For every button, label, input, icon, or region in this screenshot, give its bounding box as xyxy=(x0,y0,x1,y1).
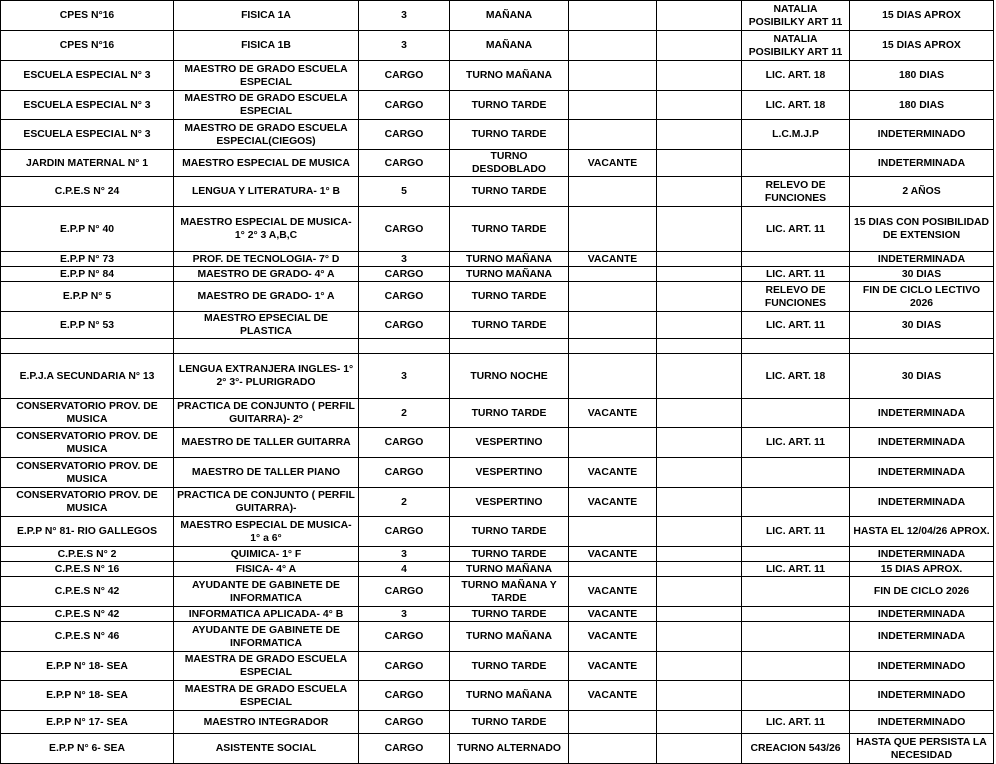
status-cell xyxy=(569,711,657,734)
hours-cell: CARGO xyxy=(359,681,450,711)
hours-cell: 3 xyxy=(359,547,450,562)
reason-cell xyxy=(742,339,850,354)
extra-cell xyxy=(657,399,742,428)
reason-cell: L.C.M.J.P xyxy=(742,120,850,150)
table-row xyxy=(1,488,994,517)
reason-cell: CREACION 543/26 xyxy=(742,734,850,764)
position-cell: FISICA- 4° A xyxy=(174,562,359,577)
duration-cell: 30 DIAS xyxy=(850,354,994,399)
shift-cell: VESPERTINO xyxy=(450,428,569,458)
school-cell: E.P.P N° 81- RIO GALLEGOS xyxy=(1,517,174,547)
position-cell: MAESTRO DE GRADO ESCUELA ESPECIAL(CIEGOS) xyxy=(174,120,359,150)
position-cell xyxy=(174,339,359,354)
shift-cell: MAÑANA xyxy=(450,1,569,31)
extra-cell xyxy=(657,652,742,681)
extra-cell xyxy=(657,61,742,91)
reason-cell: NATALIA POSIBILKY ART 11 xyxy=(742,31,850,61)
hours-cell: CARGO xyxy=(359,207,450,252)
duration-cell: INDETERMINADO xyxy=(850,120,994,150)
school-cell: CONSERVATORIO PROV. DE MUSICA xyxy=(1,399,174,428)
reason-cell: LIC. ART. 18 xyxy=(742,61,850,91)
school-cell: E.P.P N° 84 xyxy=(1,267,174,282)
table-row xyxy=(1,562,994,577)
reason-cell xyxy=(742,150,850,177)
shift-cell: TURNO TARDE xyxy=(450,282,569,312)
reason-cell: LIC. ART. 18 xyxy=(742,91,850,120)
position-cell: ASISTENTE SOCIAL xyxy=(174,734,359,764)
school-cell: CONSERVATORIO PROV. DE MUSICA xyxy=(1,488,174,517)
hours-cell: CARGO xyxy=(359,458,450,488)
status-cell xyxy=(569,517,657,547)
table-row xyxy=(1,622,994,652)
duration-cell: 30 DIAS xyxy=(850,312,994,339)
duration-cell: 15 DIAS CON POSIBILIDAD DE EXTENSION xyxy=(850,207,994,252)
duration-cell: INDETERMINADA xyxy=(850,622,994,652)
table-row xyxy=(1,399,994,428)
reason-cell xyxy=(742,681,850,711)
reason-cell: RELEVO DE FUNCIONES xyxy=(742,282,850,312)
table-row xyxy=(1,681,994,711)
reason-cell: NATALIA POSIBILKY ART 11 xyxy=(742,1,850,31)
school-cell: ESCUELA ESPECIAL N° 3 xyxy=(1,61,174,91)
duration-cell: 15 DIAS APROX xyxy=(850,31,994,61)
table-row xyxy=(1,91,994,120)
position-cell: MAESTRA DE GRADO ESCUELA ESPECIAL xyxy=(174,681,359,711)
hours-cell: 3 xyxy=(359,607,450,622)
position-cell: MAESTRO DE GRADO- 4° A xyxy=(174,267,359,282)
status-cell: VACANTE xyxy=(569,652,657,681)
hours-cell: CARGO xyxy=(359,734,450,764)
position-cell: QUIMICA- 1° F xyxy=(174,547,359,562)
reason-cell: LIC. ART. 18 xyxy=(742,354,850,399)
table-row xyxy=(1,312,994,339)
table-row xyxy=(1,517,994,547)
hours-cell: CARGO xyxy=(359,622,450,652)
extra-cell xyxy=(657,177,742,207)
hours-cell: CARGO xyxy=(359,652,450,681)
table-row xyxy=(1,31,994,61)
status-cell xyxy=(569,267,657,282)
school-cell: C.P.E.S N° 42 xyxy=(1,607,174,622)
shift-cell: TURNO DESDOBLADO xyxy=(450,150,569,177)
duration-cell: 15 DIAS APROX. xyxy=(850,562,994,577)
extra-cell xyxy=(657,681,742,711)
school-cell: E.P.P N° 5 xyxy=(1,282,174,312)
extra-cell xyxy=(657,150,742,177)
table-row xyxy=(1,711,994,734)
extra-cell xyxy=(657,734,742,764)
status-cell: VACANTE xyxy=(569,607,657,622)
hours-cell: 3 xyxy=(359,31,450,61)
extra-cell xyxy=(657,120,742,150)
school-cell: E.P.P N° 18- SEA xyxy=(1,681,174,711)
position-cell: MAESTRO DE GRADO- 1° A xyxy=(174,282,359,312)
duration-cell: INDETERMINADO xyxy=(850,711,994,734)
school-cell: C.P.E.S N° 24 xyxy=(1,177,174,207)
table-row xyxy=(1,61,994,91)
reason-cell xyxy=(742,252,850,267)
duration-cell: INDETERMINADA xyxy=(850,488,994,517)
shift-cell: TURNO MAÑANA xyxy=(450,681,569,711)
duration-cell: 15 DIAS APROX xyxy=(850,1,994,31)
status-cell: VACANTE xyxy=(569,399,657,428)
status-cell: VACANTE xyxy=(569,681,657,711)
shift-cell: TURNO MAÑANA xyxy=(450,622,569,652)
status-cell: VACANTE xyxy=(569,547,657,562)
hours-cell: CARGO xyxy=(359,91,450,120)
reason-cell xyxy=(742,607,850,622)
position-cell: LENGUA EXTRANJERA INGLES- 1° 2° 3°- PLURIGRADO xyxy=(174,354,359,399)
duration-cell: 180 DIAS xyxy=(850,61,994,91)
table-row xyxy=(1,177,994,207)
position-cell: PROF. DE TECNOLOGIA- 7° D xyxy=(174,252,359,267)
extra-cell xyxy=(657,282,742,312)
table-row xyxy=(1,339,994,354)
shift-cell: TURNO NOCHE xyxy=(450,354,569,399)
position-cell: MAESTRO ESPECIAL DE MUSICA- 1° 2° 3 A,B,C xyxy=(174,207,359,252)
reason-cell: LIC. ART. 11 xyxy=(742,267,850,282)
hours-cell xyxy=(359,339,450,354)
hours-cell: CARGO xyxy=(359,61,450,91)
reason-cell xyxy=(742,652,850,681)
reason-cell: LIC. ART. 11 xyxy=(742,711,850,734)
position-cell: MAESTRO INTEGRADOR xyxy=(174,711,359,734)
shift-cell: TURNO MAÑANA xyxy=(450,267,569,282)
school-cell: E.P.P N° 73 xyxy=(1,252,174,267)
status-cell: VACANTE xyxy=(569,577,657,607)
duration-cell: INDETERMINADA xyxy=(850,150,994,177)
table-row xyxy=(1,252,994,267)
status-cell: VACANTE xyxy=(569,488,657,517)
position-cell: FISICA 1B xyxy=(174,31,359,61)
table-row xyxy=(1,428,994,458)
position-cell: MAESTRO DE GRADO ESCUELA ESPECIAL xyxy=(174,61,359,91)
extra-cell xyxy=(657,711,742,734)
reason-cell xyxy=(742,622,850,652)
hours-cell: CARGO xyxy=(359,120,450,150)
extra-cell xyxy=(657,517,742,547)
status-cell xyxy=(569,207,657,252)
reason-cell xyxy=(742,399,850,428)
position-cell: FISICA 1A xyxy=(174,1,359,31)
duration-cell: INDETERMINADA xyxy=(850,399,994,428)
status-cell xyxy=(569,1,657,31)
hours-cell: 3 xyxy=(359,1,450,31)
duration-cell: INDETERMINADA xyxy=(850,607,994,622)
reason-cell: LIC. ART. 11 xyxy=(742,428,850,458)
extra-cell xyxy=(657,339,742,354)
shift-cell: TURNO MAÑANA xyxy=(450,61,569,91)
position-cell: MAESTRA DE GRADO ESCUELA ESPECIAL xyxy=(174,652,359,681)
table-row xyxy=(1,607,994,622)
reason-cell xyxy=(742,547,850,562)
school-cell: ESCUELA ESPECIAL N° 3 xyxy=(1,120,174,150)
extra-cell xyxy=(657,31,742,61)
status-cell xyxy=(569,177,657,207)
shift-cell: TURNO TARDE xyxy=(450,312,569,339)
shift-cell: TURNO TARDE xyxy=(450,711,569,734)
table-row xyxy=(1,458,994,488)
duration-cell: INDETERMINADA xyxy=(850,458,994,488)
shift-cell: TURNO MAÑANA xyxy=(450,562,569,577)
status-cell xyxy=(569,91,657,120)
table-row xyxy=(1,207,994,252)
position-cell: AYUDANTE DE GABINETE DE INFORMATICA xyxy=(174,577,359,607)
table-row xyxy=(1,354,994,399)
hours-cell: 3 xyxy=(359,252,450,267)
duration-cell: 30 DIAS xyxy=(850,267,994,282)
position-cell: LENGUA Y LITERATURA- 1° B xyxy=(174,177,359,207)
status-cell: VACANTE xyxy=(569,252,657,267)
table-row xyxy=(1,282,994,312)
table-row xyxy=(1,150,994,177)
shift-cell: VESPERTINO xyxy=(450,458,569,488)
hours-cell: CARGO xyxy=(359,428,450,458)
duration-cell: INDETERMINADA xyxy=(850,252,994,267)
status-cell xyxy=(569,312,657,339)
duration-cell: INDETERMINADO xyxy=(850,681,994,711)
hours-cell: 5 xyxy=(359,177,450,207)
table-row xyxy=(1,577,994,607)
extra-cell xyxy=(657,1,742,31)
duration-cell: HASTA QUE PERSISTA LA NECESIDAD xyxy=(850,734,994,764)
status-cell xyxy=(569,354,657,399)
position-cell: INFORMATICA APLICADA- 4° B xyxy=(174,607,359,622)
position-cell: PRACTICA DE CONJUNTO ( PERFIL GUITARRA)- 2° xyxy=(174,399,359,428)
shift-cell: TURNO TARDE xyxy=(450,207,569,252)
position-cell: MAESTRO DE TALLER GUITARRA xyxy=(174,428,359,458)
school-cell: E.P.P N° 53 xyxy=(1,312,174,339)
school-cell: E.P.P N° 40 xyxy=(1,207,174,252)
status-cell xyxy=(569,120,657,150)
school-cell: JARDIN MATERNAL N° 1 xyxy=(1,150,174,177)
hours-cell: CARGO xyxy=(359,312,450,339)
table-row xyxy=(1,120,994,150)
status-cell xyxy=(569,734,657,764)
shift-cell: MAÑANA xyxy=(450,31,569,61)
extra-cell xyxy=(657,428,742,458)
hours-cell: 2 xyxy=(359,488,450,517)
duration-cell: FIN DE CICLO 2026 xyxy=(850,577,994,607)
table-row xyxy=(1,267,994,282)
extra-cell xyxy=(657,354,742,399)
shift-cell: TURNO TARDE xyxy=(450,91,569,120)
reason-cell: LIC. ART. 11 xyxy=(742,312,850,339)
school-cell: C.P.E.S N° 42 xyxy=(1,577,174,607)
extra-cell xyxy=(657,547,742,562)
school-cell: C.P.E.S N° 16 xyxy=(1,562,174,577)
reason-cell: RELEVO DE FUNCIONES xyxy=(742,177,850,207)
position-cell: AYUDANTE DE GABINETE DE INFORMATICA xyxy=(174,622,359,652)
hours-cell: CARGO xyxy=(359,517,450,547)
position-cell: MAESTRO ESPECIAL DE MUSICA- 1° a 6° xyxy=(174,517,359,547)
school-cell: C.P.E.S N° 2 xyxy=(1,547,174,562)
status-cell xyxy=(569,31,657,61)
status-cell xyxy=(569,428,657,458)
duration-cell: INDETERMINADA xyxy=(850,428,994,458)
table-row xyxy=(1,734,994,764)
table-row xyxy=(1,652,994,681)
extra-cell xyxy=(657,577,742,607)
status-cell xyxy=(569,61,657,91)
shift-cell: TURNO TARDE xyxy=(450,517,569,547)
hours-cell: CARGO xyxy=(359,150,450,177)
duration-cell: FIN DE CICLO LECTIVO 2026 xyxy=(850,282,994,312)
shift-cell: TURNO MAÑANA xyxy=(450,252,569,267)
reason-cell: LIC. ART. 11 xyxy=(742,562,850,577)
hours-cell: CARGO xyxy=(359,577,450,607)
hours-cell: 3 xyxy=(359,354,450,399)
position-cell: MAESTRO EPSECIAL DE PLASTICA xyxy=(174,312,359,339)
school-cell: E.P.P N° 17- SEA xyxy=(1,711,174,734)
status-cell: VACANTE xyxy=(569,458,657,488)
school-cell: E.P.P N° 18- SEA xyxy=(1,652,174,681)
reason-cell xyxy=(742,488,850,517)
table-row xyxy=(1,547,994,562)
status-cell xyxy=(569,339,657,354)
school-cell: CONSERVATORIO PROV. DE MUSICA xyxy=(1,428,174,458)
position-cell: MAESTRO DE TALLER PIANO xyxy=(174,458,359,488)
status-cell xyxy=(569,282,657,312)
extra-cell xyxy=(657,562,742,577)
extra-cell xyxy=(657,622,742,652)
school-cell: E.P.J.A SECUNDARIA N° 13 xyxy=(1,354,174,399)
status-cell xyxy=(569,562,657,577)
extra-cell xyxy=(657,312,742,339)
position-cell: MAESTRO ESPECIAL DE MUSICA xyxy=(174,150,359,177)
duration-cell xyxy=(850,339,994,354)
table-body xyxy=(1,1,994,764)
reason-cell: LIC. ART. 11 xyxy=(742,517,850,547)
duration-cell: 180 DIAS xyxy=(850,91,994,120)
extra-cell xyxy=(657,488,742,517)
shift-cell: TURNO TARDE xyxy=(450,399,569,428)
school-cell: CPES N°16 xyxy=(1,31,174,61)
extra-cell xyxy=(657,607,742,622)
school-cell: E.P.P N° 6- SEA xyxy=(1,734,174,764)
status-cell: VACANTE xyxy=(569,622,657,652)
position-cell: PRACTICA DE CONJUNTO ( PERFIL GUITARRA)- xyxy=(174,488,359,517)
shift-cell: TURNO TARDE xyxy=(450,547,569,562)
school-cell xyxy=(1,339,174,354)
school-cell: C.P.E.S N° 46 xyxy=(1,622,174,652)
school-cell: ESCUELA ESPECIAL N° 3 xyxy=(1,91,174,120)
status-cell: VACANTE xyxy=(569,150,657,177)
hours-cell: 4 xyxy=(359,562,450,577)
duration-cell: 2 AÑOS xyxy=(850,177,994,207)
reason-cell xyxy=(742,577,850,607)
school-cell: CPES N°16 xyxy=(1,1,174,31)
reason-cell: LIC. ART. 11 xyxy=(742,207,850,252)
shift-cell: VESPERTINO xyxy=(450,488,569,517)
hours-cell: CARGO xyxy=(359,711,450,734)
position-cell: MAESTRO DE GRADO ESCUELA ESPECIAL xyxy=(174,91,359,120)
extra-cell xyxy=(657,252,742,267)
shift-cell xyxy=(450,339,569,354)
duration-cell: HASTA EL 12/04/26 APROX. xyxy=(850,517,994,547)
shift-cell: TURNO TARDE xyxy=(450,652,569,681)
extra-cell xyxy=(657,267,742,282)
school-cell: CONSERVATORIO PROV. DE MUSICA xyxy=(1,458,174,488)
extra-cell xyxy=(657,207,742,252)
hours-cell: CARGO xyxy=(359,267,450,282)
shift-cell: TURNO ALTERNADO xyxy=(450,734,569,764)
shift-cell: TURNO MAÑANA Y TARDE xyxy=(450,577,569,607)
extra-cell xyxy=(657,458,742,488)
hours-cell: CARGO xyxy=(359,282,450,312)
hours-cell: 2 xyxy=(359,399,450,428)
reason-cell xyxy=(742,458,850,488)
duration-cell: INDETERMINADA xyxy=(850,547,994,562)
extra-cell xyxy=(657,91,742,120)
shift-cell: TURNO TARDE xyxy=(450,120,569,150)
duration-cell: INDETERMINADO xyxy=(850,652,994,681)
table-row xyxy=(1,1,994,31)
shift-cell: TURNO TARDE xyxy=(450,177,569,207)
shift-cell: TURNO TARDE xyxy=(450,607,569,622)
